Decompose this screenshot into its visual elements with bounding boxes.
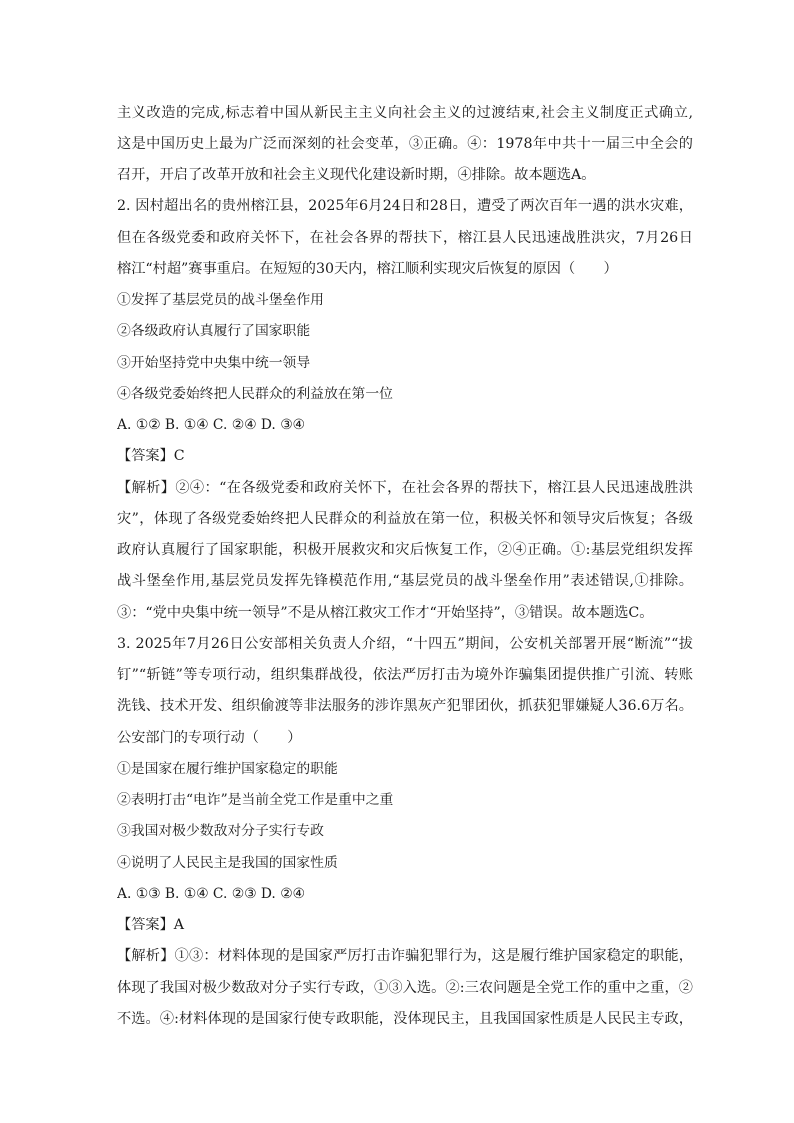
- q2-analysis-line-1: 【解析】②④：“在各级党委和政府关怀下，在社会各界的帮扶下，榕江县人民迅速战胜洪: [117, 480, 693, 496]
- q2-choices: A. ①② B. ①④ C. ②④ D. ③④: [117, 417, 305, 433]
- q3-stem-line-3: 洗钱、技术开发、组织偷渡等非法服务的涉诈黑灰产犯罪团伙，抓获犯罪嫌疑人36.6万名。: [117, 698, 693, 714]
- q3-analysis-line-2: 体现了我国对极少数敌对分子实行专政，①③入选。②:三农问题是全党工作的重中之重，②: [117, 980, 693, 996]
- q3-statement-1: ①是国家在履行维护国家稳定的职能: [117, 761, 338, 777]
- q3-statement-4: ④说明了人民民主是我国的国家性质: [117, 855, 338, 871]
- q2-statement-3: ③开始坚持党中央集中统一领导: [117, 355, 311, 371]
- q2-statement-4: ④各级党委始终把人民群众的利益放在第一位: [117, 386, 393, 402]
- q2-answer: 【答案】C: [117, 448, 185, 464]
- q2-stem-line-2: 但在各级党委和政府关怀下，在社会各界的帮扶下，榕江县人民迅速战胜洪灾，7月26日: [117, 230, 693, 246]
- q2-analysis-line-3: 政府认真履行了国家职能，积极开展救灾和灾后恢复工作，②④正确。①:基层党组织发挥: [117, 542, 693, 558]
- q2-stem-line-1: 2. 因村超出名的贵州榕江县，2025年6月24日和28日，遭受了两次百年一遇的洪水灾难，: [117, 198, 693, 214]
- q1-explanation-line-1: 主义改造的完成,标志着中国从新民主主义向社会主义的过渡结束,社会主义制度正式确立,: [117, 105, 693, 121]
- q2-analysis-line-5: ③：“党中央集中统一领导”不是从榕江救灾工作才“开始坚持”，③错误。故本题选C。: [117, 605, 654, 621]
- q3-statement-3: ③我国对极少数敌对分子实行专政: [117, 823, 324, 839]
- q2-statement-2: ②各级政府认真履行了国家职能: [117, 323, 311, 339]
- q3-stem-line-4: 公安部门的专项行动（ ）: [117, 730, 302, 746]
- q2-statement-1: ①发挥了基层党员的战斗堡垒作用: [117, 292, 324, 308]
- q2-analysis-line-4: 战斗堡垒作用,基层党员发挥先锋模范作用,“基层党员的战斗堡垒作用”表述错误,①排除。: [117, 573, 693, 589]
- q2-analysis-line-2: 灾”，体现了各级党委始终把人民群众的利益放在第一位，积极关怀和领导灾后恢复；各级: [117, 511, 693, 527]
- q1-explanation-line-3: 召开，开启了改革开放和社会主义现代化建设新时期，④排除。故本题选A。: [117, 167, 596, 183]
- q2-stem-line-3: 榕江“村超”赛事重启。在短短的30天内，榕江顺利实现灾后恢复的原因（ ）: [117, 261, 618, 277]
- q1-explanation-line-2: 这是中国历史上最为广泛而深刻的社会变革，③正确。④：1978年中共十一届三中全会的: [117, 136, 693, 152]
- q3-stem-line-2: 钉”“斩链”等专项行动，组织集群战役，依法严厉打击为境外诈骗集团提供推广引流、转账: [117, 667, 693, 683]
- q3-answer: 【答案】A: [117, 917, 184, 933]
- q3-choices: A. ①③ B. ①④ C. ②③ D. ②④: [117, 886, 305, 902]
- q3-analysis-line-3: 不选。④:材料体现的是国家行使专政职能，没体现民主，且我国国家性质是人民民主专政，: [117, 1011, 693, 1027]
- q3-stem-line-1: 3. 2025年7月26日公安部相关负责人介绍，“十四五”期间，公安机关部署开展“断流”“拔: [117, 636, 693, 652]
- q3-analysis-line-1: 【解析】①③：材料体现的是国家严厉打击诈骗犯罪行为，这是履行维护国家稳定的职能，: [117, 948, 693, 964]
- q3-statement-2: ②表明打击“电诈”是当前全党工作是重中之重: [117, 792, 394, 808]
